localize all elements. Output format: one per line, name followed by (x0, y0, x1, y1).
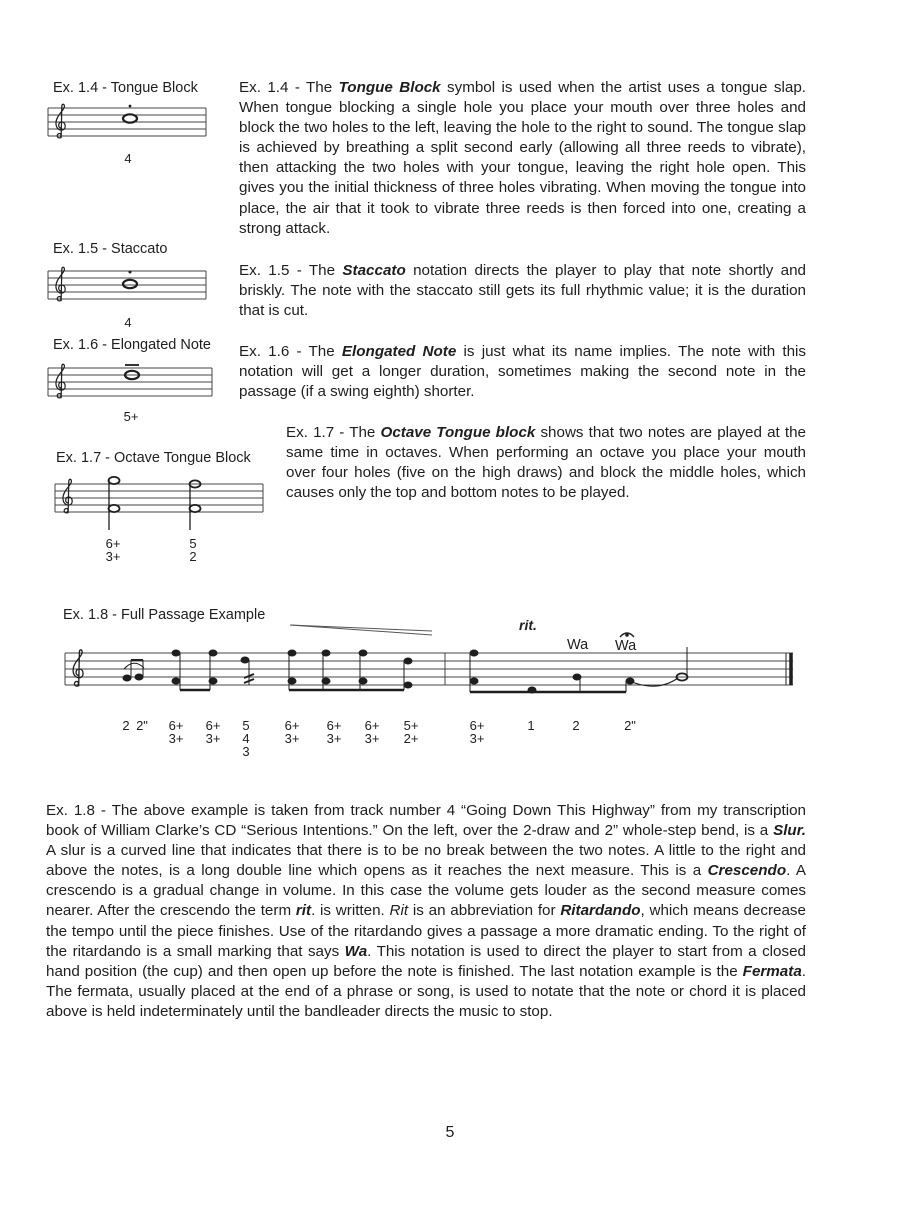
ex18-hole-4: 6+ 3+ (205, 718, 221, 746)
ex18-hole-11: 1 (527, 718, 535, 733)
ex15-label: Ex. 1.5 - Staccato (53, 241, 168, 257)
ex17-hole-2: 5 2 (189, 536, 197, 564)
ex18-hole-9: 5+ 2+ (403, 718, 419, 746)
staccato-dot (129, 271, 132, 274)
ex18-hole-7: 6+ 3+ (326, 718, 342, 746)
ex16-hole: 5+ (123, 409, 139, 424)
grace-notes (123, 660, 144, 681)
ex17-paragraph: Ex. 1.7 - The Octave Tongue block shows that two notes are played at the same time in octaves. When performing an octave you place your mouth over four holes (five on the high draws) and block the middle holes, which causes only the top and bottom notes to be played. (286, 424, 806, 502)
wa-marking-2: Wa (615, 638, 637, 654)
treble-clef-icon (56, 364, 65, 398)
chord-group-1 (172, 650, 217, 690)
ex16-staff (46, 358, 221, 408)
ex18-hole-6: 6+ 3+ (284, 718, 300, 746)
page-number: 5 (445, 1124, 455, 1141)
whole-note (123, 280, 137, 288)
octave-dyad-2 (190, 480, 201, 530)
ex18-hole-12: 2 (572, 718, 580, 733)
ex15-hole: 4 (124, 315, 132, 330)
chord-group-2 (288, 650, 412, 690)
ex18-hole-13: 2" (624, 718, 636, 733)
treble-clef-icon (56, 267, 65, 301)
ex15-paragraph: Ex. 1.5 - The Staccato notation directs the player to play that note shortly and briskly. The note with the staccato still gets its full rhythmic value; it is the duration that is cut. (239, 262, 806, 320)
ex14-paragraph: Ex. 1.4 - The Tongue Block symbol is used when the artist uses a tongue slap. When tongue blocking a single hole you place your mouth over three holes and block the two holes to the left, leaving the hole to the right to sound. The tongue slap is achieved by breathing a split second early (allowing all three reeds to vibrate), then attacking the two holes with your tongue, leaving the right hole open. This gives you the initial thickness of three holes vibrating. When moving the tongue into place, the air that it took to vibrate three reeds is then forced into one, creating a strong attack. (239, 79, 806, 237)
whole-note (123, 114, 137, 122)
ex14-staff (46, 100, 211, 148)
ex18-hole-3: 6+ 3+ (168, 718, 184, 746)
ex17-label: Ex. 1.7 - Octave Tongue Block (56, 450, 251, 466)
ex18-label: Ex. 1.8 - Full Passage Example (63, 607, 266, 623)
ex18-hole-2: 2" (136, 718, 148, 733)
ex18-paragraph: Ex. 1.8 - The above example is taken from track number 4 “Going Down This Highway” from my transcription book of William Clarke’s CD “Serious Intentions.” On the left, over the 2-draw and 2” whole-step bend, is a Slur. A slur is a curved line that indicates that there is to be no break between the two notes. A little to the right and above the notes, is a long double line which opens as it reaches the next measure. This is a Crescendo. A crescendo is a gradual change in volume. In this case the volume gets louder as the second measure comes nearer. After the crescendo the term rit. is written. Rit is an abbreviation for Ritardando, which means decrease the tempo until the piece finishes. Use of the ritardando gives a passage a more dramatic ending. To the right of the ritardando is a small marking that says Wa. This notation is used to direct the player to start from a closed hand position (the cup) and then open up before the note is finished. The last notation example is the Fermata. The fermata, usually placed at the end of a phrase or song, is used to notate that the note or chord it is placed above is held indeterminately until the bandleader directs the music to stop. (46, 802, 806, 1020)
ex18-hole-5: 5 4 3 (242, 718, 250, 759)
ex14-hole: 4 (124, 151, 132, 166)
tongue-block-mark (129, 105, 132, 108)
ex18-staff (60, 620, 805, 720)
treble-clef-icon (73, 650, 83, 686)
ex18-hole-8: 6+ 3+ (364, 718, 380, 746)
ex17-staff (53, 470, 268, 530)
slur-mark (124, 663, 144, 669)
crescendo-mark (290, 625, 432, 635)
ex16-paragraph: Ex. 1.6 - The Elongated Note is just what its name implies. The note with this notation will get a longer duration, sometimes making the second note in the passage (if a swing eighth) shorter. (239, 343, 806, 401)
ex16-label: Ex. 1.6 - Elongated Note (53, 337, 211, 353)
chord-group-3 (470, 633, 688, 693)
octave-dyad-1 (109, 477, 120, 530)
treble-clef-icon (56, 104, 65, 138)
ex14-label: Ex. 1.4 - Tongue Block (53, 80, 198, 96)
ex15-staff (46, 263, 211, 311)
rit-marking: rit. (519, 617, 537, 633)
ex18-hole-10: 6+ 3+ (469, 718, 485, 746)
ex18-hole-1: 2 (122, 718, 130, 733)
wa-marking-1: Wa (567, 637, 589, 653)
ex17-hole-1: 6+ 3+ (105, 536, 121, 564)
